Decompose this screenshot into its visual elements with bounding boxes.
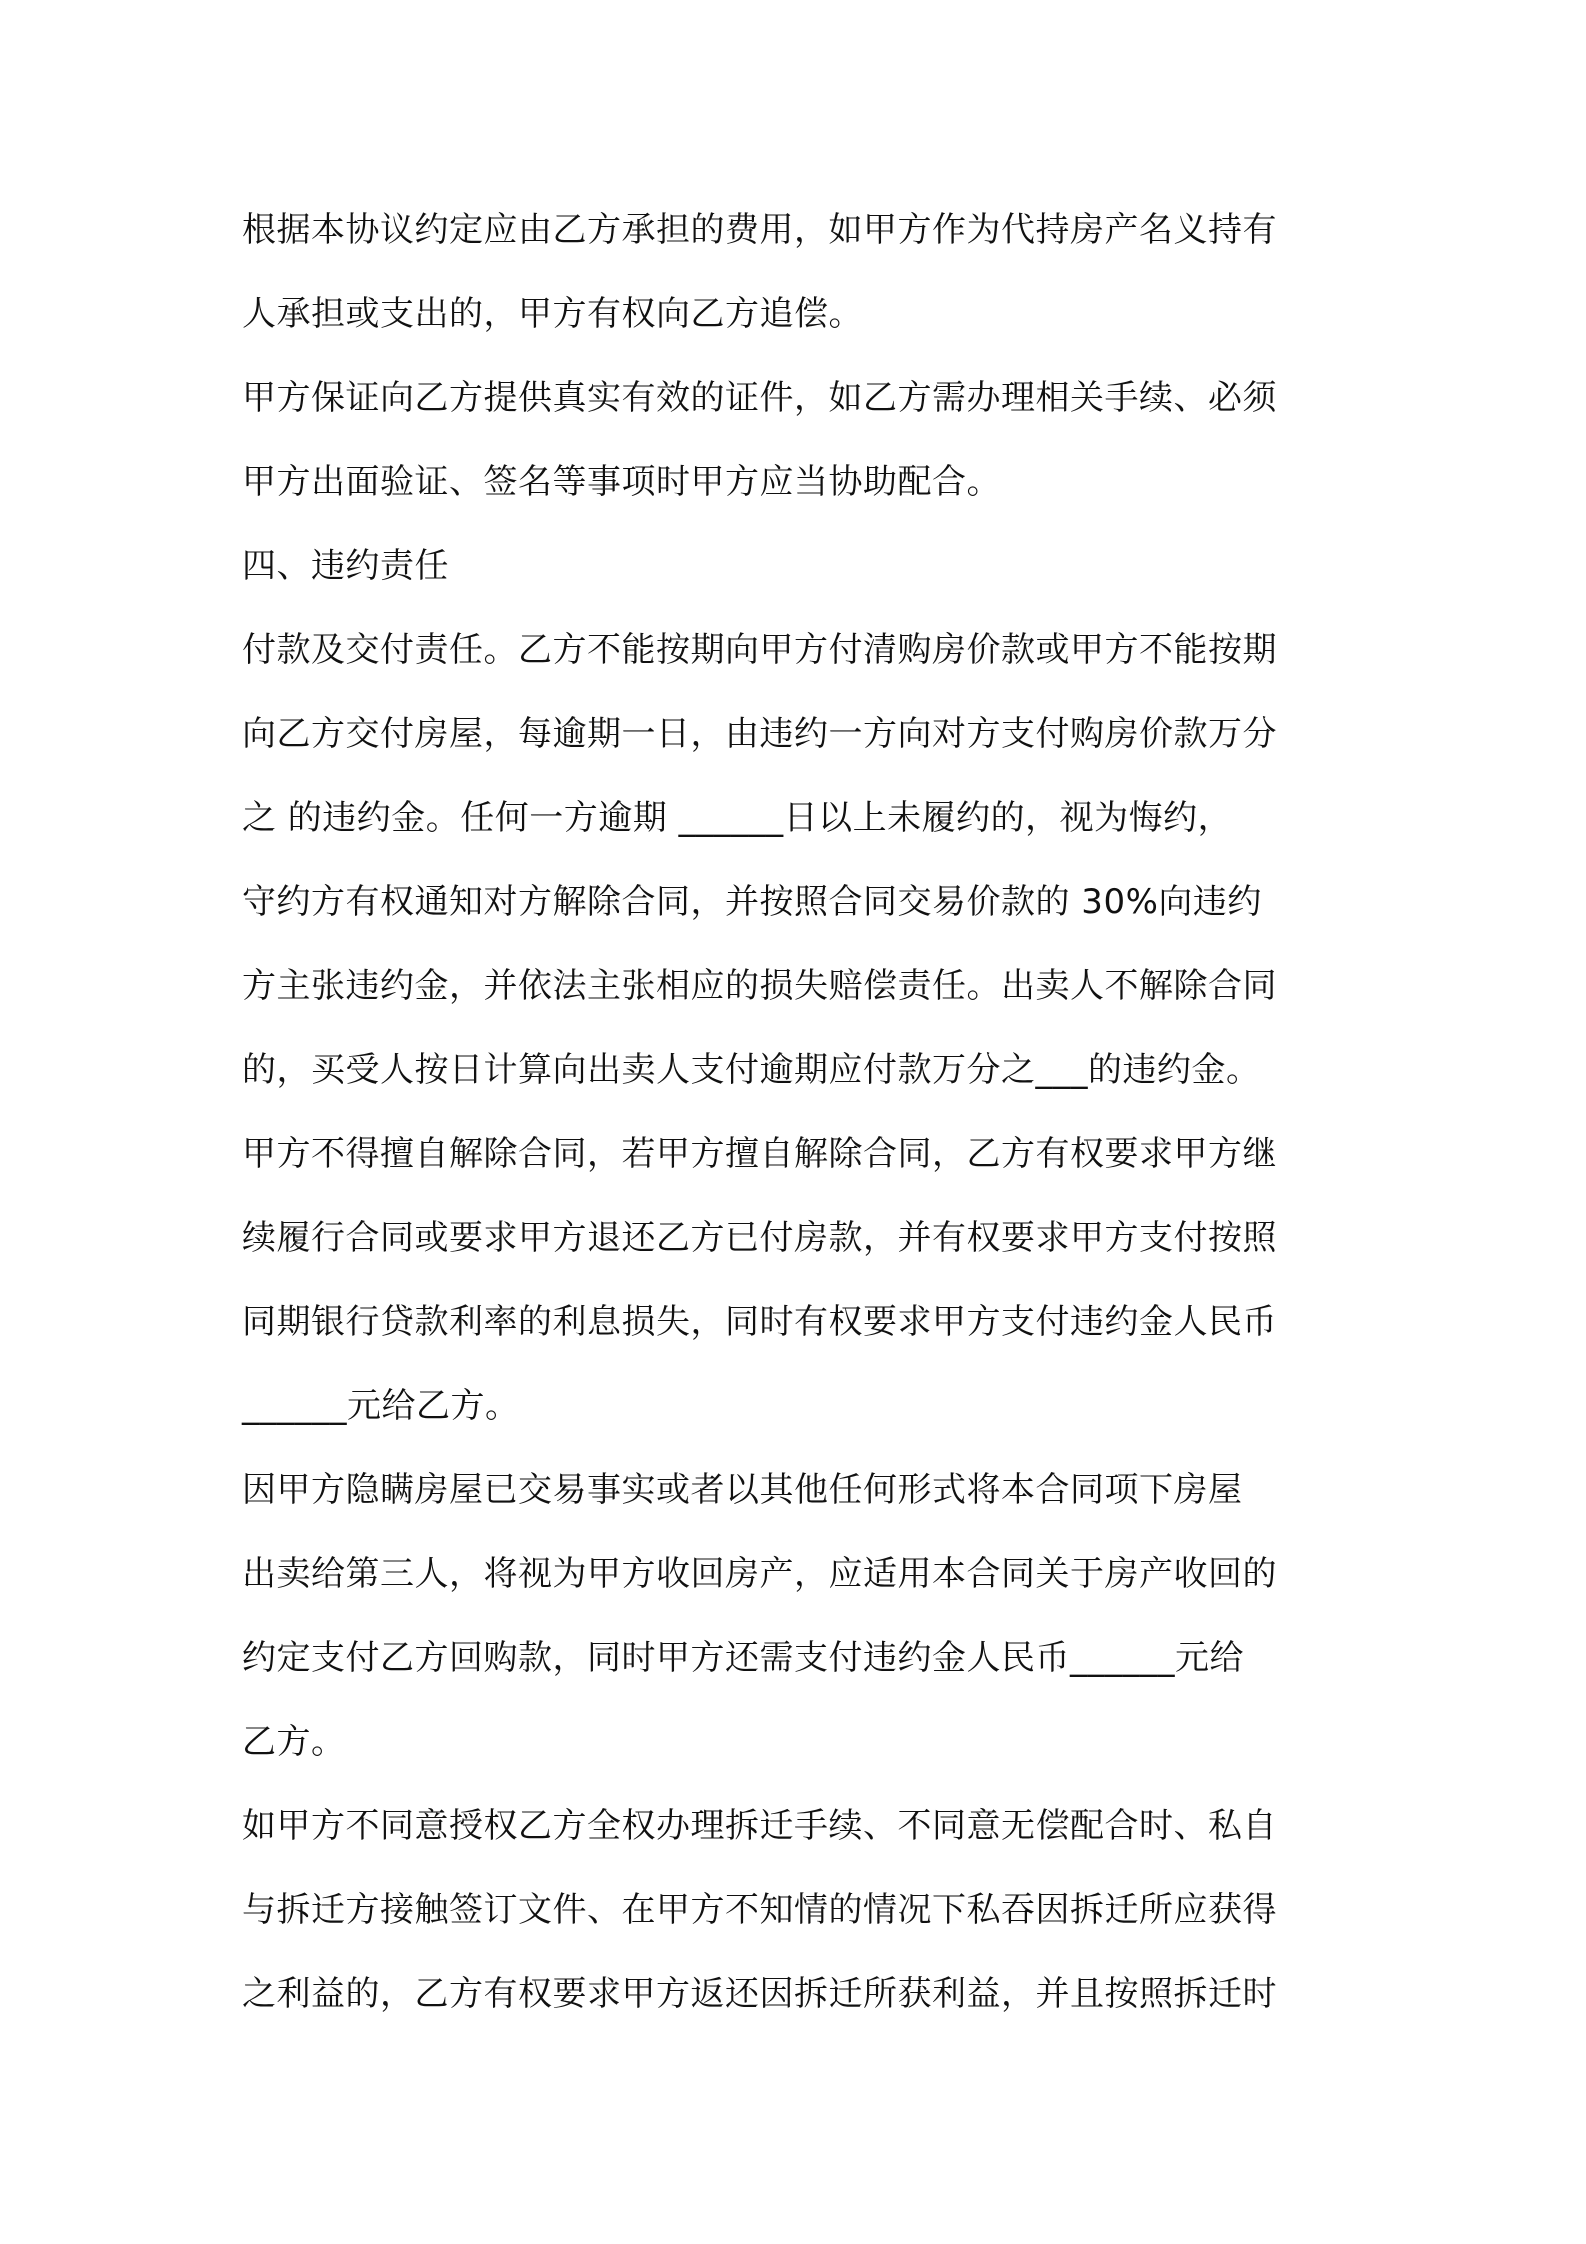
text-line: 之 的违约金。任何一方逾期 ______日以上未履约的，视为悔约， [242,798,1233,838]
document-body [242,200,1362,2048]
text-line: ______元给乙方。 [242,1386,520,1426]
text-line: 付款及交付责任。乙方不能按期向甲方付清购房价款或甲方不能按期 [242,630,1277,670]
text-line: 方主张违约金，并依法主张相应的损失赔偿责任。出卖人不解除合同 [242,966,1277,1006]
text-line: 的，买受人按日计算向出卖人支付逾期应付款万分之___的违约金。 [242,1050,1261,1090]
text-line: 因甲方隐瞒房屋已交易事实或者以其他任何形式将本合同项下房屋 [242,1470,1243,1510]
text-line: 甲方不得擅自解除合同，若甲方擅自解除合同，乙方有权要求甲方继 [242,1134,1277,1174]
text-line: 向乙方交付房屋，每逾期一日，由违约一方向对方支付购房价款万分 [242,714,1277,754]
text-line: 如甲方不同意授权乙方全权办理拆迁手续、不同意无偿配合时、私自 [242,1806,1277,1846]
text-line: 人承担或支出的，甲方有权向乙方追偿。 [242,294,863,334]
text-line: 乙方。 [242,1722,346,1762]
text-line: 之利益的，乙方有权要求甲方返还因拆迁所获利益，并且按照拆迁时 [242,1974,1277,2014]
text-line: 约定支付乙方回购款，同时甲方还需支付违约金人民币______元给 [242,1638,1244,1678]
text-line: 续履行合同或要求甲方退还乙方已付房款，并有权要求甲方支付按照 [242,1218,1277,1258]
text-line: 出卖给第三人，将视为甲方收回房产，应适用本合同关于房产收回的 [242,1554,1277,1594]
text-line: 甲方保证向乙方提供真实有效的证件，如乙方需办理相关手续、必须 [242,378,1277,418]
text-line: 与拆迁方接触签订文件、在甲方不知情的情况下私吞因拆迁所应获得 [242,1890,1277,1930]
section-heading: 四、违约责任 [242,546,449,586]
text-line: 根据本协议约定应由乙方承担的费用，如甲方作为代持房产名义持有 [242,210,1277,250]
text-line: 同期银行贷款利率的利息损失，同时有权要求甲方支付违约金人民币 [242,1302,1277,1342]
text-line: 守约方有权通知对方解除合同，并按照合同交易价款的 30%向违约 [242,882,1262,922]
text-line: 甲方出面验证、签名等事项时甲方应当协助配合。 [242,462,1001,502]
